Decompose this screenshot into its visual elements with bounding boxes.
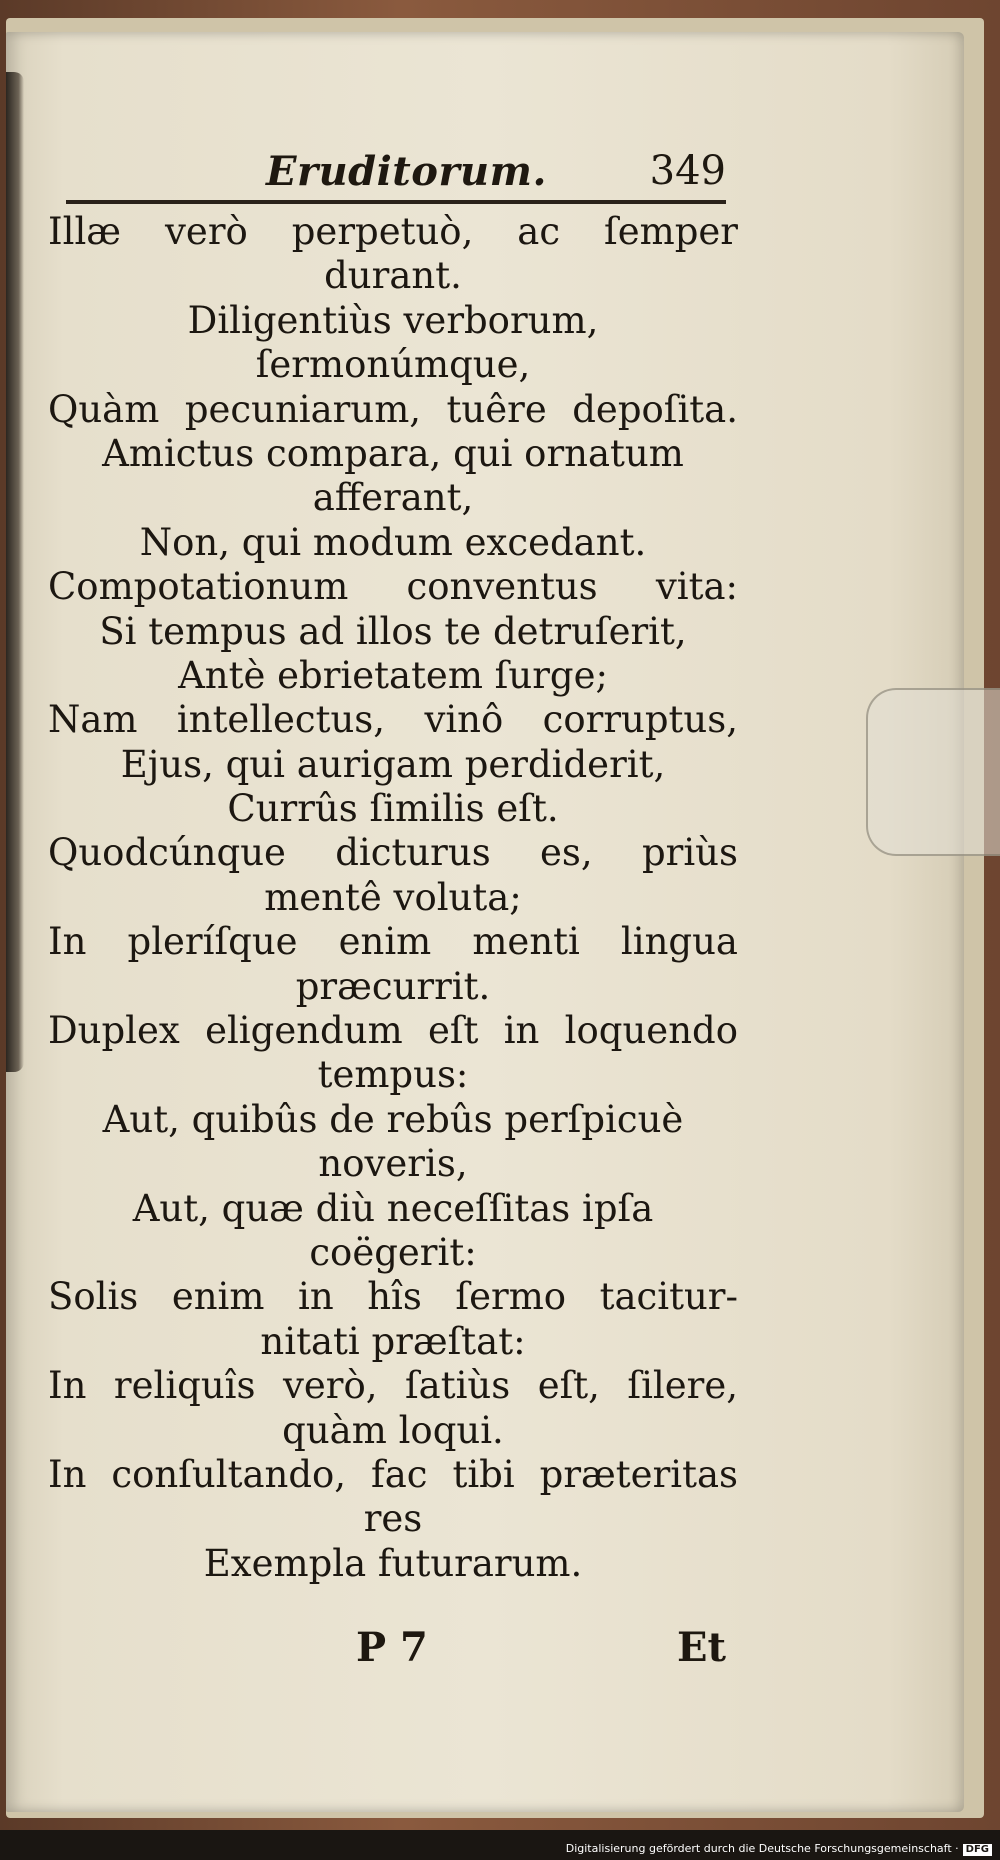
text-line: Solis enim in hîs ſermo tacitur- xyxy=(48,1275,738,1319)
text-line: In reliquîs verò, ſatiùs eſt, ſilere, xyxy=(48,1364,738,1408)
text-line: ſermonúmque, xyxy=(255,343,531,387)
text-line: In pleríſque enim menti lingua xyxy=(48,920,738,964)
text-line: Antè ebrietatem ſurge; xyxy=(178,653,608,697)
text-line: Amictus compara, qui ornatum xyxy=(102,431,684,475)
text-line: Aut, quibûs de rebûs perſpicuè xyxy=(102,1097,684,1141)
text-line: Nam intellectus, vinô corruptus, xyxy=(48,698,738,742)
dfg-logo: DFG xyxy=(963,1844,992,1856)
signature-mark: P 7 xyxy=(356,1624,428,1671)
page-number: 349 xyxy=(649,148,726,194)
text-line: Aut, quæ diù neceſſitas ipſa xyxy=(132,1186,654,1230)
text-line: quàm loqui. xyxy=(282,1408,504,1452)
credit-text: Digitalisierung gefördert durch die Deutsche Forschungsgemeinschaft · xyxy=(565,1842,959,1855)
text-line: Duplex eligendum eſt in loquendo xyxy=(48,1009,738,1053)
text-line: In conſultando, fac tibi præteritas xyxy=(48,1452,738,1496)
text-line: Si tempus ad illos te detruſerit, xyxy=(99,609,687,653)
page-header xyxy=(66,144,726,204)
text-line: mentê voluta; xyxy=(264,875,522,919)
spine-shadow xyxy=(6,72,24,1072)
text-line: præcurrit. xyxy=(295,964,491,1008)
book-page xyxy=(6,32,964,1812)
catchword: Et xyxy=(677,1624,726,1671)
header-rule xyxy=(66,200,726,204)
text-line: Currûs ſimilis eſt. xyxy=(227,787,559,831)
page-tab-marker xyxy=(866,688,1000,856)
text-line: Exempla futurarum. xyxy=(203,1541,583,1585)
text-line: Compotationum conventus vita: xyxy=(48,565,738,609)
text-line: Quàm pecuniarum, tuêre depoſita. xyxy=(48,387,738,431)
page-footer xyxy=(66,1624,726,1672)
text-line: Diligentiùs verborum, xyxy=(187,298,599,342)
text-line: nitati præſtat: xyxy=(260,1319,526,1363)
text-line: noveris, xyxy=(318,1142,468,1186)
text-line: Ejus, qui aurigam perdiderit, xyxy=(120,742,666,786)
page-stack xyxy=(6,18,984,1818)
text-line: Non, qui modum excedant. xyxy=(139,520,647,564)
text-line: durant. xyxy=(324,254,462,298)
text-line: coëgerit: xyxy=(309,1230,477,1274)
text-line: tempus: xyxy=(317,1053,469,1097)
digitization-credit xyxy=(566,1842,992,1856)
text-line: Illæ verò perpetuò, ac ſemper xyxy=(48,210,738,253)
text-line: Quodcúnque dicturus es, priùs xyxy=(48,831,738,875)
text-line: afferant, xyxy=(312,476,474,520)
text-line: res xyxy=(363,1497,423,1541)
page-text xyxy=(48,210,738,1586)
running-head: Eruditorum. xyxy=(266,148,547,195)
